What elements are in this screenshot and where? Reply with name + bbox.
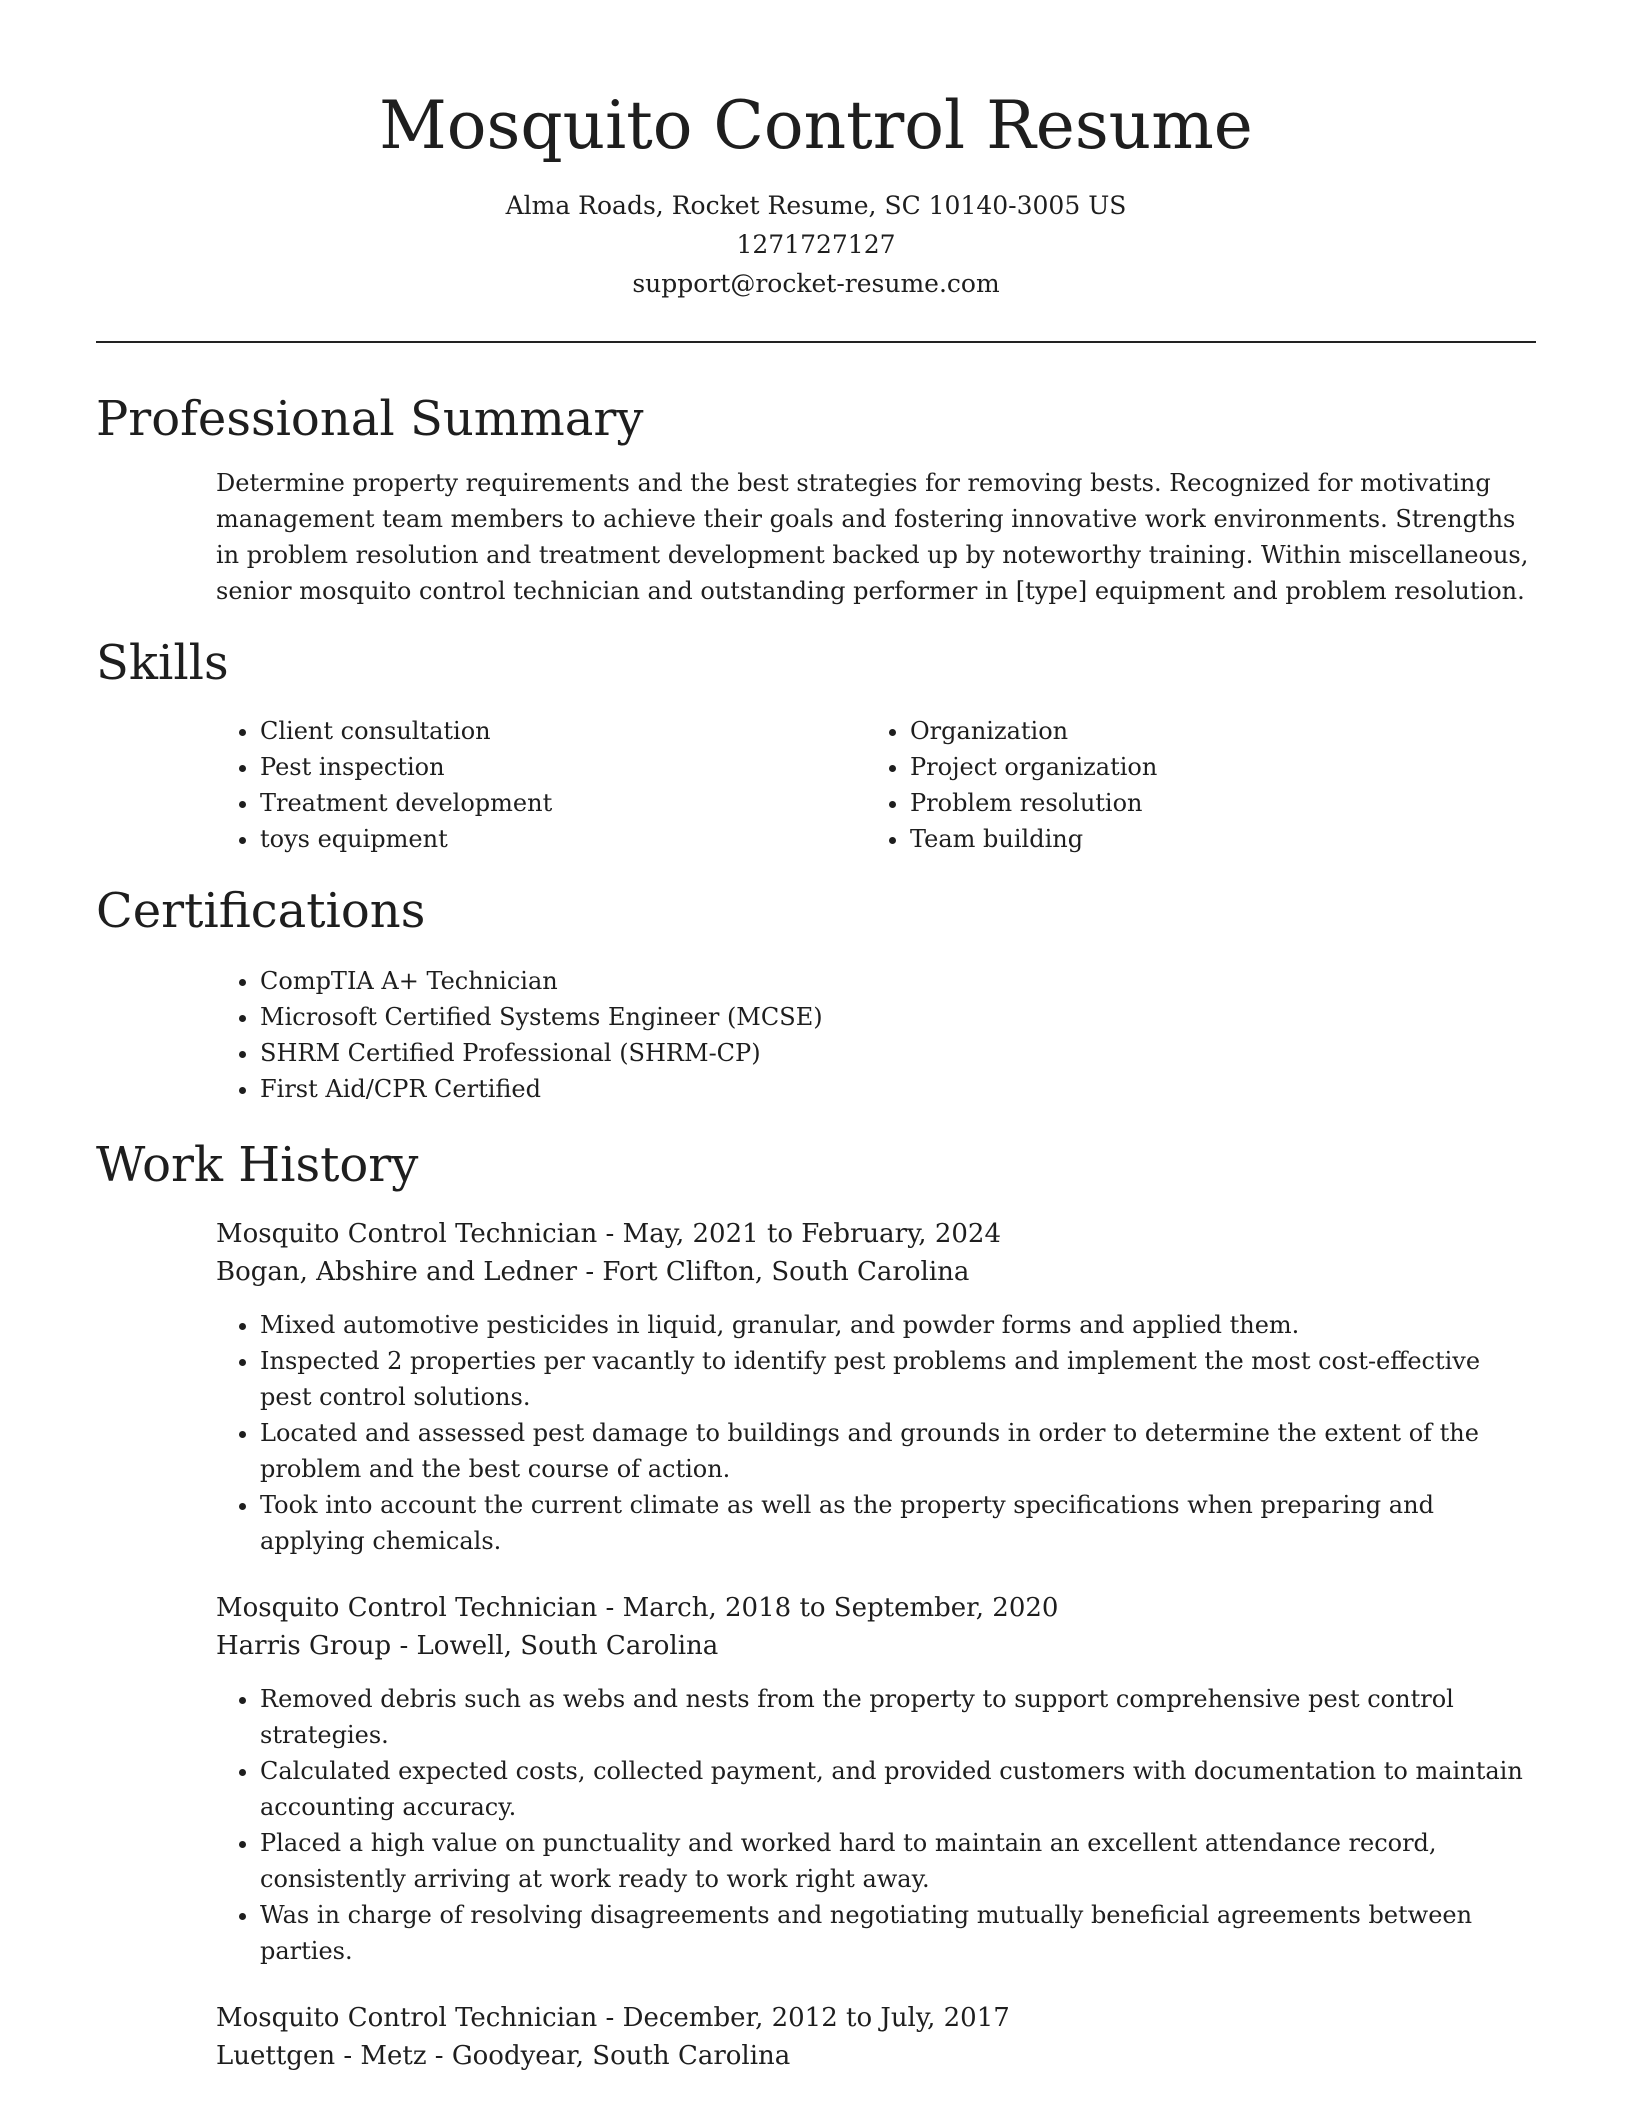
skill-item: • Project organization: [910, 749, 1516, 785]
job-dates: December, 2012 to July, 2017: [622, 2003, 1010, 2033]
job-entry: [216, 1999, 1536, 2075]
job-duty-item: • Located and assessed pest damage to buildings and grounds in order to determine the extent of the problem and the best course of action.: [260, 1415, 1536, 1487]
certification-item: • CompTIA A+ Technician: [260, 963, 1536, 999]
job-role: Mosquito Control Technician: [216, 1219, 598, 1249]
job-role-line: Mosquito Control Technician - March, 2018 to September, 2020: [216, 1593, 1059, 1623]
job-duties: [216, 1307, 1536, 1559]
skills-heading: Skills: [96, 635, 229, 691]
skill-item: • Team building: [910, 821, 1516, 857]
job-location: Fort Clifton, South Carolina: [602, 1257, 970, 1287]
job-role: Mosquito Control Technician: [216, 2003, 598, 2033]
job-entry: [216, 1589, 1536, 1969]
certifications-heading: Certifications: [96, 883, 426, 939]
resume-header: [96, 0, 1536, 303]
job-company-line: Bogan, Abshire and Ledner - Fort Clifton, South Carolina: [216, 1257, 970, 1287]
phone-text: 1271727127: [736, 230, 896, 259]
summary-text: Determine property requirements and the best strategies for removing bests. Recognized for motivating management team members to achieve their goals and fostering innovative work environments. Strengths in problem resolution and treatment development backed up by noteworthy training. Within miscellaneous, senior mosquito control technician and outstanding performer in [type] equipment and problem resolution.: [216, 469, 1529, 605]
skill-item: • Client consultation: [260, 713, 866, 749]
skill-item: • toys equipment: [260, 821, 866, 857]
job-duty-item: • Inspected 2 properties per vacantly to identify pest problems and implement the most cost-effective pest control solutions.: [260, 1343, 1536, 1415]
job-company: Harris Group: [216, 1631, 392, 1661]
skill-item: • Treatment development: [260, 785, 866, 821]
header-divider: [96, 341, 1536, 343]
job-location: Goodyear, South Carolina: [451, 2041, 791, 2071]
job-company: Bogan, Abshire and Ledner: [216, 1257, 578, 1287]
job-role: Mosquito Control Technician: [216, 1593, 598, 1623]
job-dates: March, 2018 to September, 2020: [622, 1593, 1059, 1623]
certification-item: • First Aid/CPR Certified: [260, 1071, 1536, 1107]
job-company-line: Luettgen - Metz - Goodyear, South Carolina: [216, 2041, 791, 2071]
job-duty-item: • Placed a high value on punctuality and worked hard to maintain an excellent attendance record, consistently arriving at work ready to work right away.: [260, 1825, 1536, 1897]
job-role-line: Mosquito Control Technician - December, 2012 to July, 2017: [216, 2003, 1010, 2033]
contact-info: [96, 186, 1536, 303]
job-duties: [216, 1681, 1536, 1969]
job-company: Luettgen - Metz: [216, 2041, 427, 2071]
job-role-line: Mosquito Control Technician - May, 2021 to February, 2024: [216, 1219, 1001, 1249]
job-entry: [216, 1215, 1536, 1559]
skills-column-right: [866, 713, 1516, 857]
job-dates: May, 2021 to February, 2024: [622, 1219, 1001, 1249]
email-text: support@rocket-resume.com: [632, 269, 1000, 298]
skill-item: • Problem resolution: [910, 785, 1516, 821]
resume-title: Mosquito Control Resume: [379, 87, 1253, 164]
skill-item: • Organization: [910, 713, 1516, 749]
address-text: Alma Roads, Rocket Resume, SC 10140-3005 US: [505, 191, 1127, 220]
job-duty-item: • Was in charge of resolving disagreements and negotiating mutually beneficial agreements between parties.: [260, 1897, 1536, 1969]
skill-item: • Pest inspection: [260, 749, 866, 785]
skills-column-left: [216, 713, 866, 857]
job-duty-item: • Mixed automotive pesticides in liquid, granular, and powder forms and applied them.: [260, 1307, 1536, 1343]
job-company-line: Harris Group - Lowell, South Carolina: [216, 1631, 719, 1661]
job-location: Lowell, South Carolina: [416, 1631, 719, 1661]
work-history-heading: Work History: [96, 1137, 419, 1193]
summary-heading: Professional Summary: [96, 391, 644, 447]
job-duty-item: • Calculated expected costs, collected payment, and provided customers with documentation to maintain accounting accuracy.: [260, 1753, 1536, 1825]
job-duty-item: • Took into account the current climate as well as the property specifications when preparing and applying chemicals.: [260, 1487, 1536, 1559]
certifications-list: [216, 963, 1536, 1107]
certification-item: • SHRM Certified Professional (SHRM-CP): [260, 1035, 1536, 1071]
skills-list: [216, 713, 1536, 857]
certification-item: • Microsoft Certified Systems Engineer (MCSE): [260, 999, 1536, 1035]
job-duty-item: • Removed debris such as webs and nests from the property to support comprehensive pest control strategies.: [260, 1681, 1536, 1753]
